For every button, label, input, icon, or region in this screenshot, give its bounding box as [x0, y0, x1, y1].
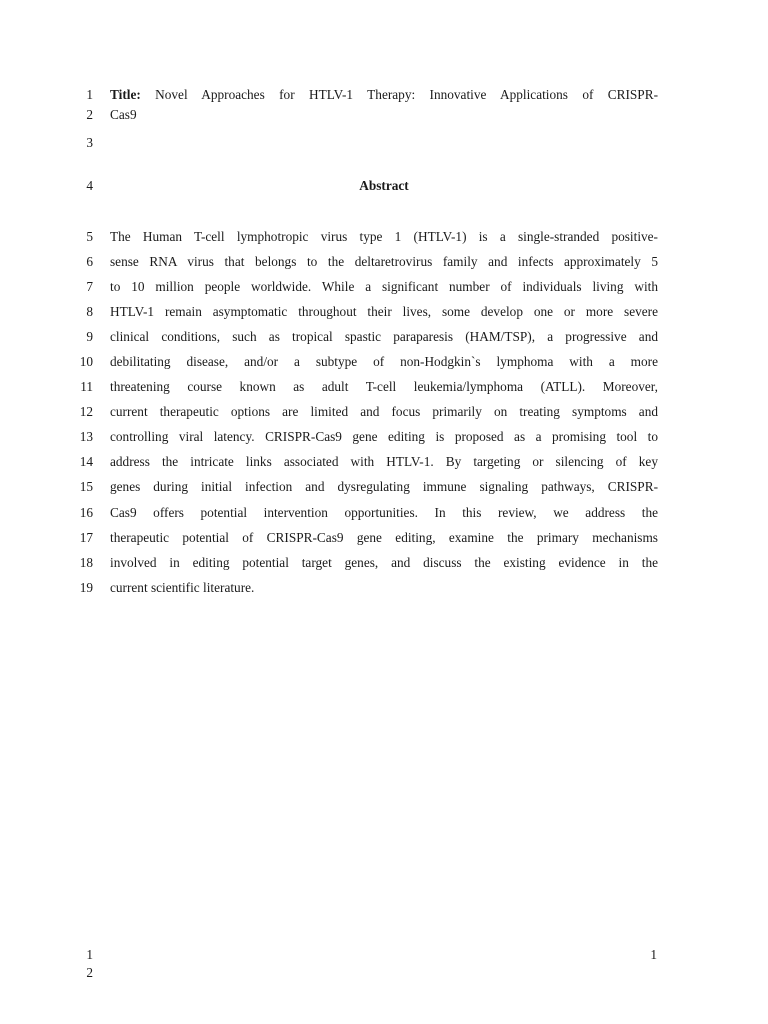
abstract-line	[0, 302, 768, 322]
line-number: 8	[86, 304, 93, 319]
abstract-text: controlling viral latency. CRISPR-Cas9 gene editing is proposed as a promising tool to	[110, 429, 658, 444]
footer-line-number: 2	[86, 965, 93, 980]
abstract-line	[0, 352, 768, 372]
line-number: 4	[86, 178, 93, 193]
page-number: 1	[650, 947, 657, 962]
abstract-text: current therapeutic options are limited and focus primarily on treating symptoms and	[110, 404, 658, 419]
title-line-2	[0, 105, 768, 125]
abstract-text: Cas9 offers potential intervention opportunities. In this review, we address the	[110, 505, 658, 520]
line-number: 10	[79, 354, 93, 369]
abstract-text: therapeutic potential of CRISPR-Cas9 gene editing, examine the primary mechanisms	[110, 530, 658, 545]
abstract-line	[0, 578, 768, 598]
abstract-text: address the intricate links associated with HTLV-1. By targeting or silencing of key	[110, 454, 658, 469]
line-number: 18	[79, 555, 93, 570]
abstract-line	[0, 402, 768, 422]
line-number: 13	[79, 429, 93, 444]
abstract-line	[0, 452, 768, 472]
line-number: 5	[86, 229, 93, 244]
line-number: 14	[79, 454, 93, 469]
title-line-1	[0, 85, 768, 105]
line-number: 7	[86, 279, 93, 294]
abstract-text: clinical conditions, such as tropical spastic paraparesis (HAM/TSP), a progressive and	[110, 329, 658, 344]
title-text-part-1: Novel Approaches for HTLV-1 Therapy: Innovative Applications of CRISPR-	[140, 87, 658, 102]
abstract-text: involved in editing potential target genes, and discuss the existing evidence in the	[110, 555, 658, 570]
abstract-line	[0, 277, 768, 297]
blank-line	[0, 133, 768, 153]
abstract-line	[0, 477, 768, 497]
line-number: 9	[86, 329, 93, 344]
line-number: 11	[80, 379, 93, 394]
line-number: 19	[79, 580, 93, 595]
line-number: 16	[79, 505, 93, 520]
abstract-line	[0, 327, 768, 347]
title-text-part-2: Cas9	[110, 107, 137, 122]
abstract-line	[0, 503, 768, 523]
line-number: 6	[86, 254, 93, 269]
abstract-text: threatening course known as adult T-cell leukemia/lymphoma (ATLL). Moreover,	[110, 379, 658, 394]
abstract-text: to 10 million people worldwide. While a significant number of individuals living with	[110, 279, 658, 294]
footer-line-number: 1	[86, 947, 93, 962]
footer-line-numbers	[0, 946, 768, 986]
abstract-text: genes during initial infection and dysregulating immune signaling pathways, CRISPR-	[110, 479, 658, 494]
abstract-line	[0, 377, 768, 397]
abstract-heading-line	[0, 176, 768, 196]
title-text	[110, 85, 658, 105]
abstract-heading: Abstract	[359, 178, 409, 193]
line-number: 17	[79, 530, 93, 545]
abstract-line	[0, 252, 768, 272]
abstract-text: The Human T-cell lymphotropic virus type 1 (HTLV-1) is a single-stranded positive-	[110, 229, 658, 244]
abstract-line	[0, 427, 768, 447]
abstract-line	[0, 553, 768, 573]
abstract-line	[0, 528, 768, 548]
line-number: 2	[86, 107, 93, 122]
line-number: 3	[86, 135, 93, 150]
abstract-text: current scientific literature.	[110, 580, 255, 595]
line-number: 1	[86, 87, 93, 102]
abstract-line	[0, 227, 768, 247]
abstract-text: HTLV-1 remain asymptomatic throughout their lives, some develop one or more severe	[110, 304, 658, 319]
line-number: 15	[79, 479, 93, 494]
line-number: 12	[79, 404, 93, 419]
abstract-text: debilitating disease, and/or a subtype of non-Hodgkin`s lymphoma with a more	[110, 354, 658, 369]
title-label: Title:	[110, 87, 141, 102]
abstract-text: sense RNA virus that belongs to the deltaretrovirus family and infects approximately 5	[110, 254, 658, 269]
